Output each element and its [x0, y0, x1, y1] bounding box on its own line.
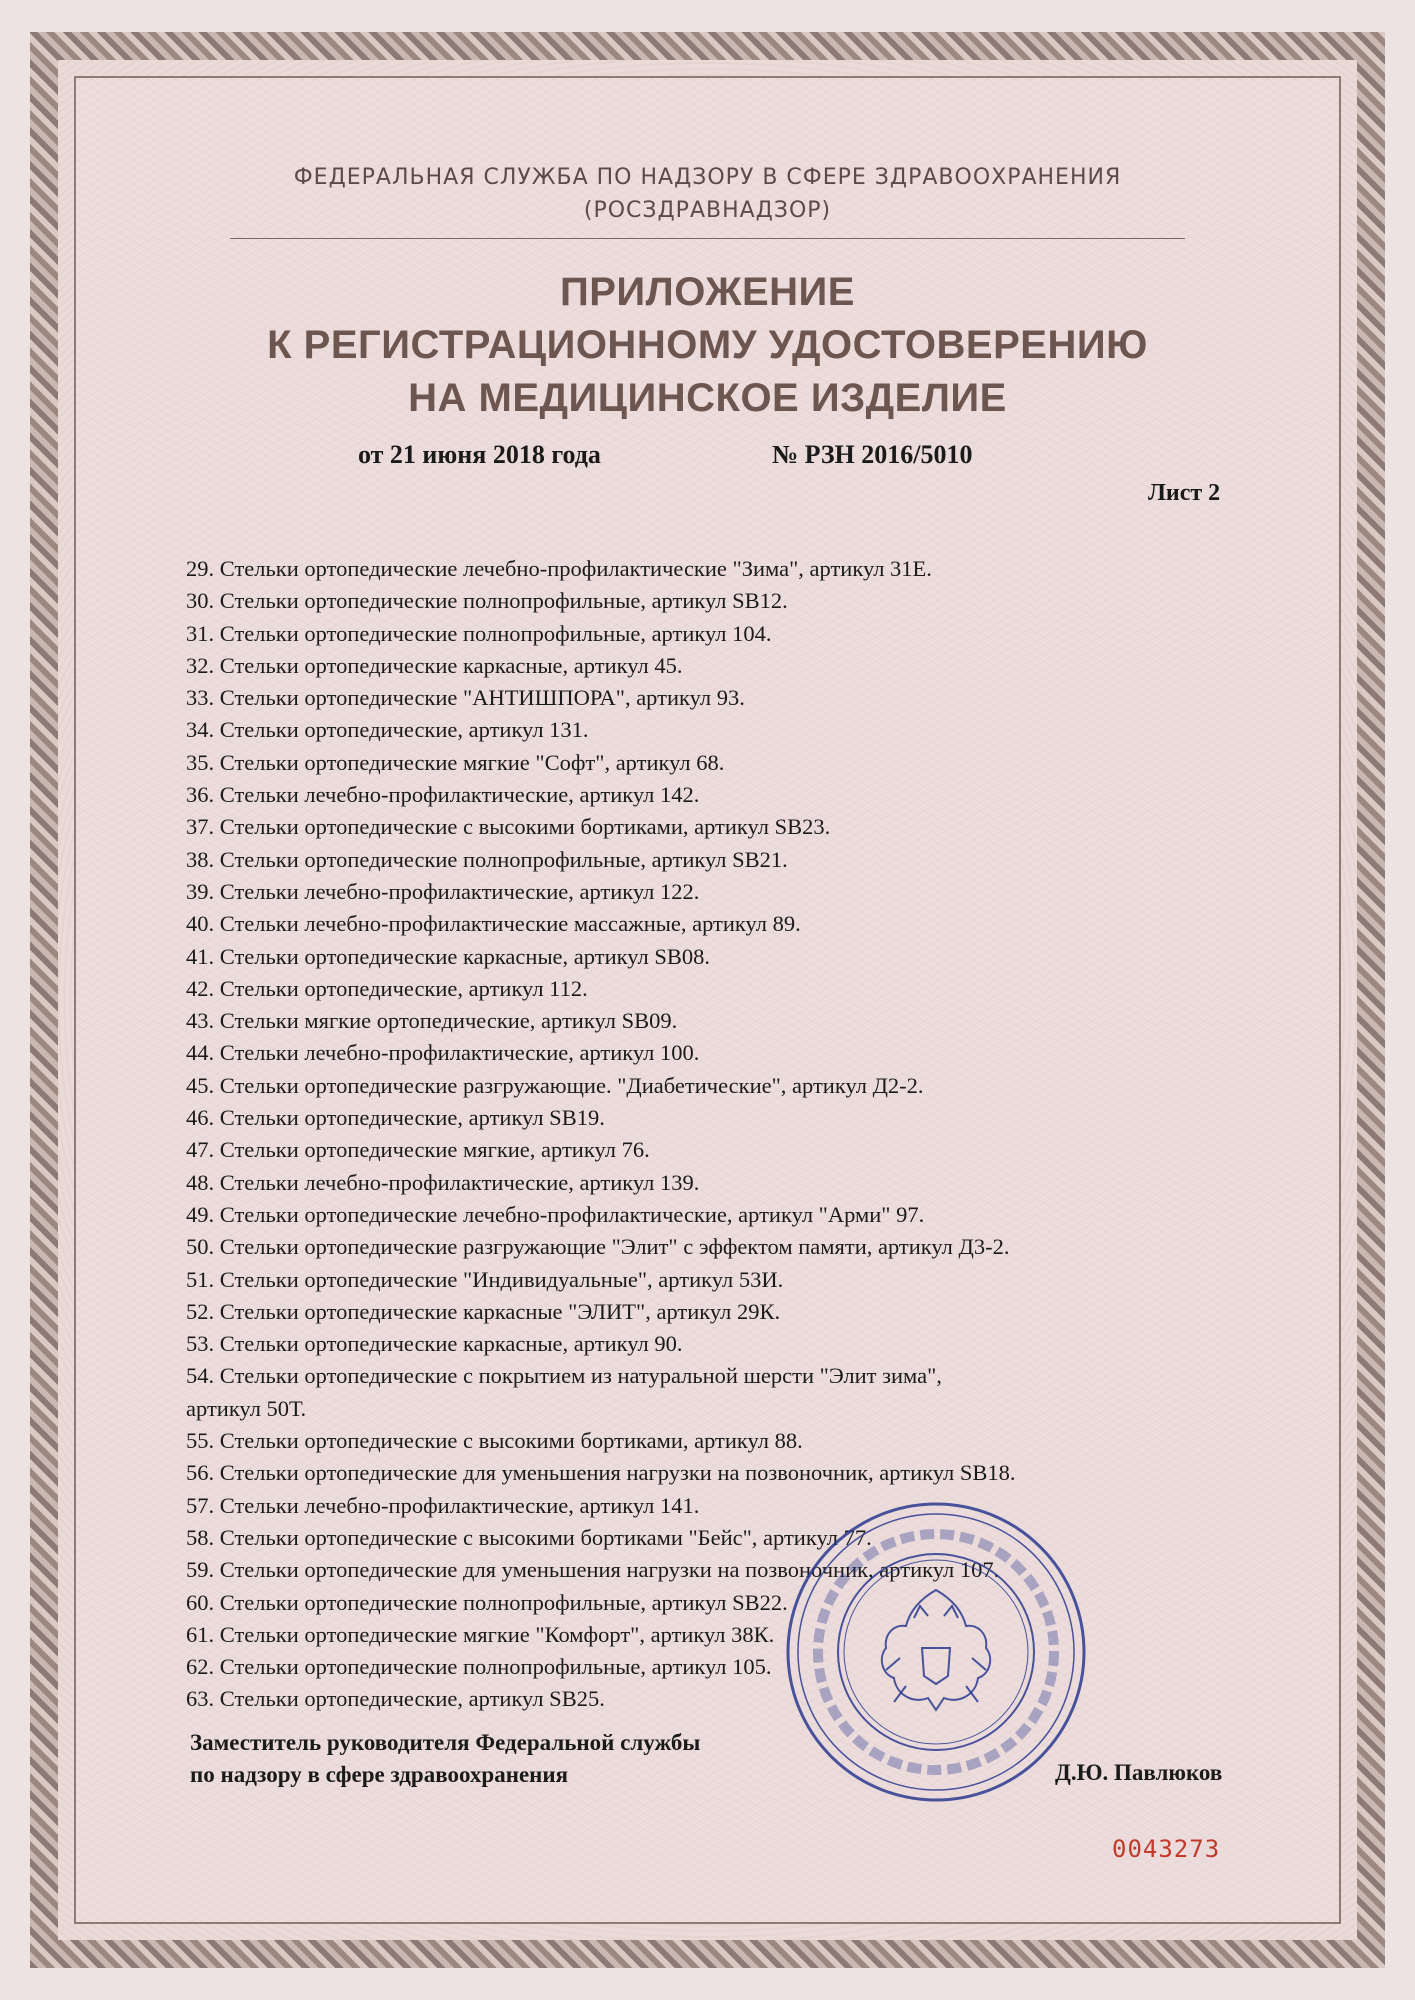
list-item: 46. Стельки ортопедические, артикул SB19. — [186, 1105, 605, 1131]
list-item: 62. Стельки ортопедические полнопрофильные, артикул 105. — [186, 1654, 772, 1680]
signatory-position — [190, 1727, 700, 1791]
list-item: 42. Стельки ортопедические, артикул 112. — [186, 975, 588, 1001]
list-item-54 — [186, 1360, 1266, 1425]
agency-name: ФЕДЕРАЛЬНАЯ СЛУЖБА ПО НАДЗОРУ В СФЕРЕ ЗДРАВООХРАНЕНИЯ — [293, 165, 1122, 190]
list-item: 50. Стельки ортопедические разгружающие "Элит" с эффектом памяти, артикул Д3-2. — [186, 1234, 1010, 1260]
list-item: 59. Стельки ортопедические для уменьшения нагрузки на позвоночник, артикул 107. — [186, 1557, 1000, 1583]
sheet-number: Лист 2 — [1148, 480, 1221, 506]
header-divider — [230, 238, 1185, 239]
list-item: 44. Стельки лечебно-профилактические, артикул 100. — [186, 1040, 700, 1066]
list-item: 40. Стельки лечебно-профилактические массажные, артикул 89. — [186, 911, 801, 937]
list-item: 36. Стельки лечебно-профилактические, артикул 142. — [186, 782, 700, 808]
product-list — [186, 553, 1266, 1716]
list-item: 57. Стельки лечебно-профилактические, артикул 141. — [186, 1492, 700, 1518]
list-item: 58. Стельки ортопедические с высокими бортиками "Бейс", артикул 77. — [186, 1524, 872, 1550]
document-title: ПРИЛОЖЕНИЕ — [560, 270, 855, 314]
list-item: 48. Стельки лечебно-профилактические, артикул 139. — [186, 1169, 700, 1195]
list-item: 30. Стельки ортопедические полнопрофильные, артикул SB12. — [186, 588, 788, 614]
list-item: 33. Стельки ортопедические "АНТИШПОРА", артикул 93. — [186, 685, 745, 711]
registration-number: № РЗН 2016/5010 — [772, 440, 973, 469]
signatory-position-line1: Заместитель руководителя Федеральной службы — [190, 1730, 701, 1755]
list-item: 56. Стельки ортопедические для уменьшения нагрузки на позвоночник, артикул SB18. — [186, 1460, 1016, 1486]
document-title-line2: К РЕГИСТРАЦИОННОМУ УДОСТОВЕРЕНИЮ — [267, 323, 1148, 367]
list-item: 49. Стельки ортопедические лечебно-профилактические, артикул "Арми" 97. — [186, 1201, 925, 1227]
list-item: 37. Стельки ортопедические с высокими бортиками, артикул SB23. — [186, 814, 831, 840]
agency-abbreviation: (РОСЗДРАВНАДЗОР) — [583, 198, 832, 223]
list-item: 53. Стельки ортопедические каркасные, артикул 90. — [186, 1331, 683, 1357]
list-item: 63. Стельки ортопедические, артикул SB25. — [186, 1686, 605, 1712]
list-item: 52. Стельки ортопедические каркасные "ЭЛИТ", артикул 29К. — [186, 1298, 781, 1324]
list-item: 31. Стельки ортопедические полнопрофильные, артикул 104. — [186, 620, 772, 646]
list-item: 55. Стельки ортопедические с высокими бортиками, артикул 88. — [186, 1428, 803, 1454]
list-item: 29. Стельки ортопедические лечебно-профилактические "Зима", артикул 31Е. — [186, 556, 932, 581]
list-item: 34. Стельки ортопедические, артикул 131. — [186, 717, 589, 743]
list-item: 47. Стельки ортопедические мягкие, артикул 76. — [186, 1137, 650, 1163]
list-item-54-line2: артикул 50Т. — [186, 1395, 307, 1421]
list-item: 60. Стельки ортопедические полнопрофильные, артикул SB22. — [186, 1589, 788, 1615]
list-item: 51. Стельки ортопедические "Индивидуальные", артикул 53И. — [186, 1266, 784, 1292]
signatory-position-line2: по надзору в сфере здравоохранения — [190, 1762, 569, 1787]
list-item: 38. Стельки ортопедические полнопрофильные, артикул SB21. — [186, 846, 788, 872]
list-item-54-line1: 54. Стельки ортопедические с покрытием из натуральной шерсти "Элит зима", — [186, 1363, 942, 1389]
list-item: 32. Стельки ортопедические каркасные, артикул 45. — [186, 652, 683, 678]
list-item: 45. Стельки ортопедические разгружающие. "Диабетические", артикул Д2-2. — [186, 1072, 924, 1098]
issue-date: от 21 июня 2018 года — [358, 440, 601, 469]
signatory-name: Д.Ю. Павлюков — [1055, 1760, 1223, 1785]
list-item: 35. Стельки ортопедические мягкие "Софт", артикул 68. — [186, 749, 725, 775]
list-item: 43. Стельки мягкие ортопедические, артикул SB09. — [186, 1008, 678, 1034]
list-item: 39. Стельки лечебно-профилактические, артикул 122. — [186, 878, 700, 904]
document-title-line3: НА МЕДИЦИНСКОЕ ИЗДЕЛИЕ — [408, 376, 1007, 420]
serial-number: 0043273 — [1112, 1835, 1221, 1863]
list-item: 41. Стельки ортопедические каркасные, артикул SB08. — [186, 943, 710, 969]
list-item: 61. Стельки ортопедические мягкие "Комфорт", артикул 38К. — [186, 1621, 775, 1647]
